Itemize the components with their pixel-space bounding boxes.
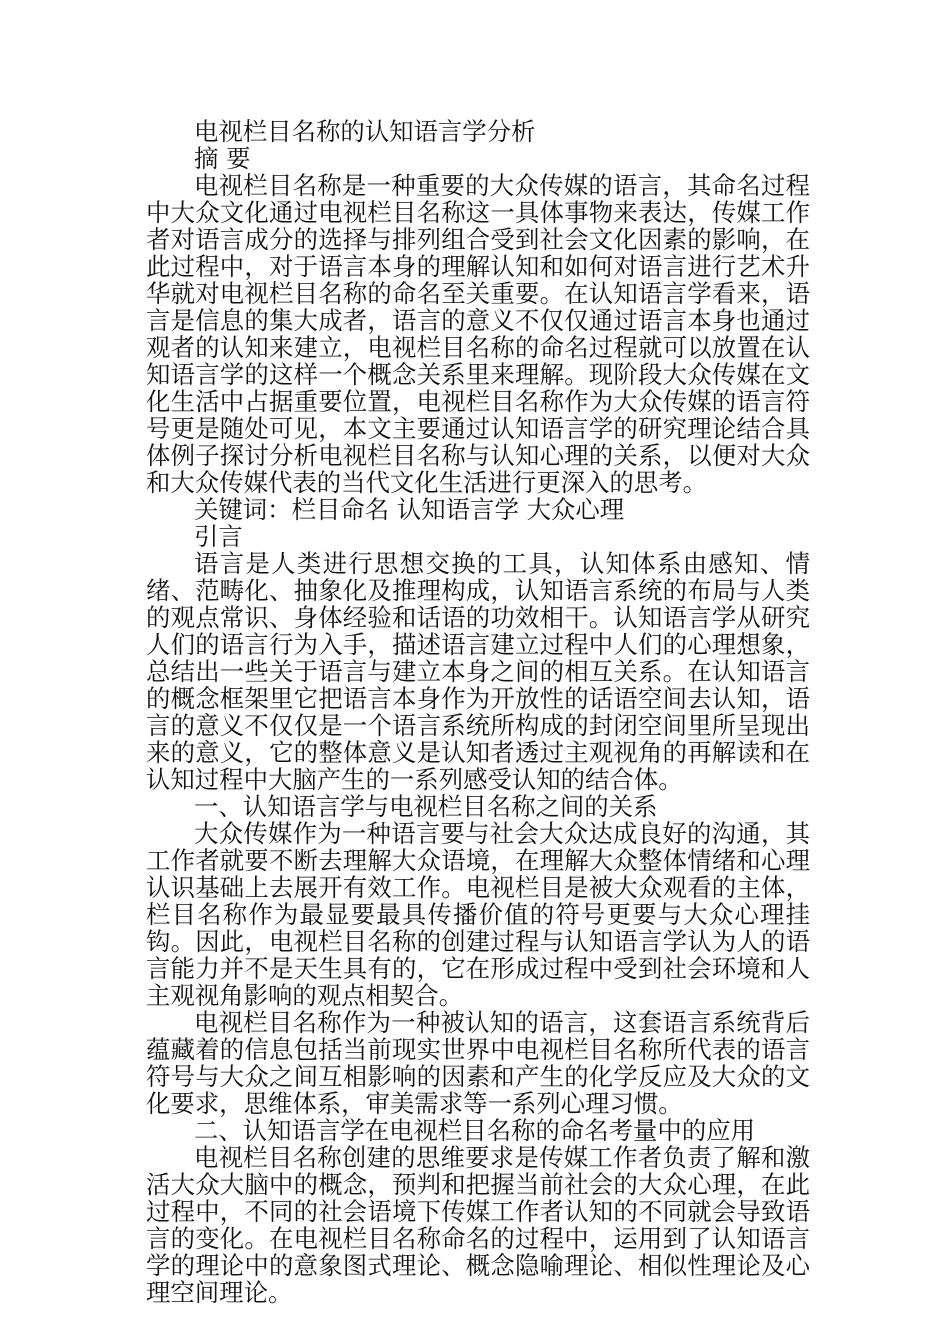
document-title: 电视栏目名称的认知语言学分析 bbox=[194, 117, 536, 146]
section1-paragraph-1: 大众传媒作为一种语言要与社会大众达成良好的沟通，其工作者就要不断去理解大众语境，在理解大众整体情绪和心理认识基础上去展开有效工作。电视栏目是被大众观看的主体，栏目名称作为最显要最具传播价值的符号更要与大众心理挂钩。因此，电视栏目名称的创建过程与认知语言学认为人的语言能力并不是天生具有的，它在形成过程中受到社会环境和人主观视角影响的观点相契合。 bbox=[146, 819, 810, 1010]
intro-heading: 引言 bbox=[194, 522, 243, 551]
section1-heading: 一、认知语言学与电视栏目名称之间的关系 bbox=[194, 792, 658, 821]
intro-paragraph: 语言是人类进行思想交换的工具，认知体系由感知、情绪、范畴化、抽象化及推理构成，认知语言系统的布局与人类的观点常识、身体经验和话语的功效相干。认知语言学从研究人们的语言行为入手，描述语言建立过程中人们的心理想象，总结出一些关于语言与建立本身之间的相互关系。在认知语言的概念框架里它把语言本身作为开放性的话语空间去认知，语言的意义不仅仅是一个语言系统所构成的封闭空间里所呈现出来的意义，它的整体意义是认知者透过主观视角的再解读和在认知过程中大脑产生的一系列感受认知的结合体。 bbox=[146, 549, 810, 794]
abstract-paragraph: 电视栏目名称是一种重要的大众传媒的语言，其命名过程中大众文化通过电视栏目名称这一具体事物来表达，传媒工作者对语言成分的选择与排列组合受到社会文化因素的影响，在此过程中，对于语言本身的理解认知和如何对语言进行艺术升华就对电视栏目名称的命名至关重要。在认知语言学看来，语言是信息的集大成者，语言的意义不仅仅通过语言本身也通过观者的认知来建立，电视栏目名称的命名过程就可以放置在认知语言学的这样一个概念关系里来理解。现阶段大众传媒在文化生活中占据重要位置，电视栏目名称作为大众传媒的语言符号更是随处可见，本文主要通过认知语言学的研究理论结合具体例子探讨分析电视栏目名称与认知心理的关系，以便对大众和大众传媒代表的当代文化生活进行更深入的思考。 bbox=[146, 171, 810, 497]
keywords-line: 关键词：栏目命名 认知语言学 大众心理 bbox=[194, 495, 625, 524]
section2-heading: 二、认知语言学在电视栏目名称的命名考量中的应用 bbox=[194, 1116, 755, 1145]
section2-paragraph-1: 电视栏目名称创建的思维要求是传媒工作者负责了解和激活大众大脑中的概念，预判和把握当前社会的大众心理，在此过程中，不同的社会语境下传媒工作者认知的不同就会导致语言的变化。在电视栏目名称命名的过程中，运用到了认知语言学的理论中的意象图式理论、概念隐喻理论、相似性理论及心理空间理论。 bbox=[146, 1143, 810, 1307]
document-page bbox=[146, 118, 810, 1306]
section1-paragraph-2: 电视栏目名称作为一种被认知的语言，这套语言系统背后蕴藏着的信息包括当前现实世界中电视栏目名称所代表的语言符号与大众之间互相影响的因素和产生的化学反应及大众的文化要求，思维体系，审美需求等一系列心理习惯。 bbox=[146, 1008, 810, 1118]
abstract-heading: 摘 要 bbox=[194, 144, 251, 173]
